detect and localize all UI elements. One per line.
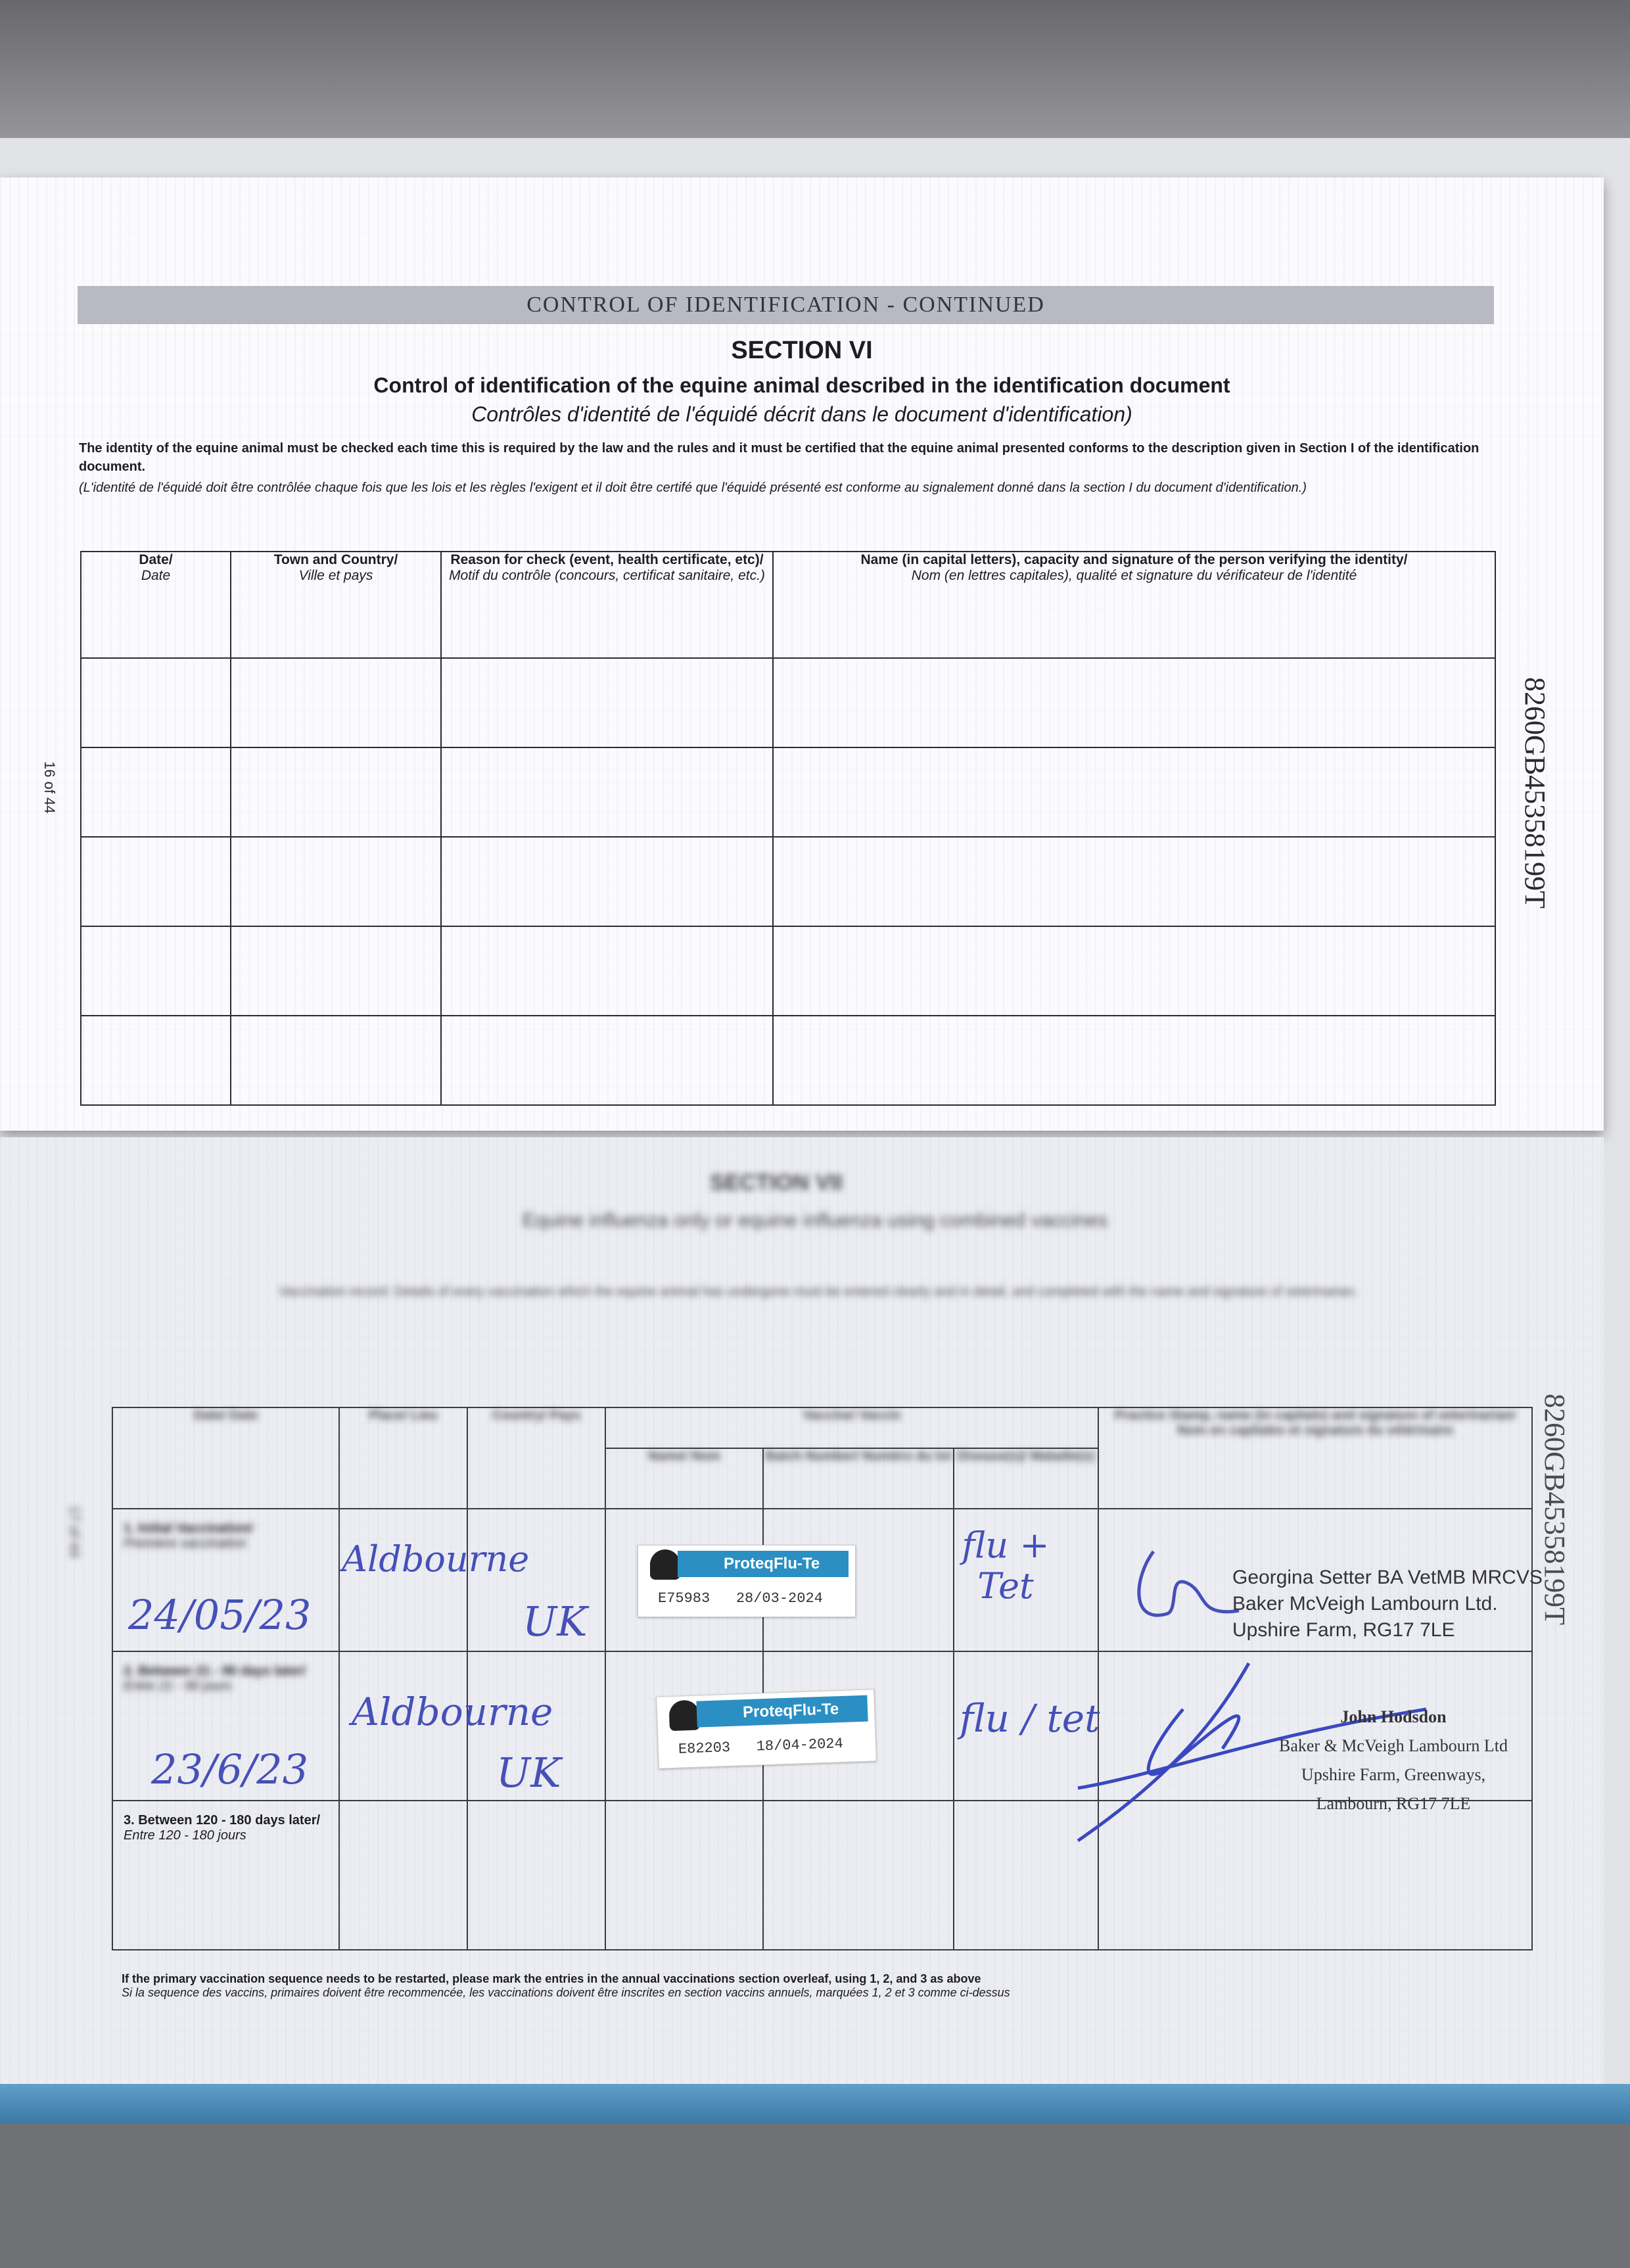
empty-cell[interactable] [231,926,441,1016]
vet-stamp-1 [1232,1565,1543,1643]
column-header-name: Name/ Nom [605,1448,763,1509]
intro-blurred: Vaccination record: Details of every vaccination which the equine animal has undergone must be entered clearly and in detail, and completed with the name and signature of veterinarian. [279,1285,1358,1299]
vaccine-sticker-2 [656,1689,877,1769]
subtitle-blurred: Equine influenza only or equine influenza using combined vaccines [522,1210,1108,1231]
row-label: 3. Between 120 - 180 days later/ Entre 120 - 180 jours [124,1813,321,1843]
country-cell[interactable] [467,1801,605,1950]
empty-cell[interactable] [81,837,231,926]
practice-address-2: Upshire Farm, Greenways, Lambourn, RG17 7LE [1301,1765,1486,1813]
scanner-background-top [0,0,1630,151]
handwritten-date-2: 23/6/23 [151,1745,309,1793]
column-header-batch: Batch Number/ Numéro du lot [763,1448,954,1509]
practice-address-1: Upshire Farm, RG17 7LE [1232,1619,1455,1641]
empty-cell[interactable] [231,747,441,837]
empty-cell[interactable] [231,837,441,926]
column-header-date: Date/ Date [112,1407,339,1509]
scanner-background-bottom [0,2123,1630,2268]
vaccination-header-row [112,1407,1532,1448]
subtitle-fr: Contrôles d'identité de l'équidé décrit dans le document d'identification) [471,402,1132,426]
column-header-vet: Practice Stamp, name (in capitals) and signature of veterinarian/ Nom en capitales et signature du vétérinaire [1098,1407,1532,1509]
table-row [81,837,1495,926]
table-row [81,926,1495,1016]
practice-name-1: Baker McVeigh Lambourn Ltd. [1232,1593,1498,1615]
table-row [81,658,1495,747]
handwritten-place-1: Aldbourne [342,1538,530,1580]
handwritten-place-2: Aldbourne [352,1689,553,1734]
section-title-blurred: SECTION VII [710,1170,843,1195]
footnote-en: If the primary vaccination sequence needs to be restarted, please mark the entries in the annual vaccinations section overleaf, using 1, 2, and 3 as above [122,1972,981,1985]
row-label-cell [112,1801,339,1950]
subtitle-en: Control of identification of the equine animal described in the identification document [373,373,1230,397]
intro-en: The identity of the equine animal must be checked each time this is required by the law and the rules and it must be certified that the equine animal presented conforms to the description given in Section I of the identification document. [79,441,1479,474]
empty-cell[interactable] [231,1016,441,1105]
footnote [122,1972,1010,2000]
vaccine-brand: ProteqFlu-Te [678,1551,849,1577]
column-header-reason: Reason for check (event, health certificate, etc)/ Motif du contrôle (concours, certificat sanitaire, etc.) [441,552,773,658]
place-cell[interactable] [339,1509,467,1651]
empty-cell[interactable] [441,837,773,926]
handwritten-date-1: 24/05/23 [128,1591,312,1639]
ueln-number-top: 8260GB45358199T [1519,677,1551,909]
empty-cell[interactable] [773,926,1495,1016]
row-label: 1. Initial Vaccination/ Premiere vaccination [124,1521,253,1551]
place-cell[interactable] [339,1801,467,1950]
section-title: SECTION VI [731,337,873,364]
vet-stamp-2 [1262,1703,1525,1818]
vaccine-batch-expiry: E82203 18/04-2024 [678,1735,844,1758]
practice-name-2: Baker & McVeigh Lambourn Ltd [1278,1736,1508,1755]
batch-cell[interactable] [763,1801,954,1950]
intro-fr: (L'identité de l'équidé doit être contrôlée chaque fois que les lois et les règles l'exigent et il doit être certifé que l'équidé présenté est conforme au signalement donné dans la section I du document d'identification.) [79,481,1307,495]
proteq-logo-icon [668,1700,700,1732]
empty-cell[interactable] [81,1016,231,1105]
table-header-row [81,552,1495,658]
vet-name-2: John Hodsdon [1340,1707,1447,1726]
handwritten-disease-1: flu + Tet [962,1524,1050,1607]
handwritten-disease-2: flu / tet [960,1696,1100,1741]
cover-edge [0,2084,1630,2123]
empty-cell[interactable] [231,658,441,747]
empty-cell[interactable] [441,1016,773,1105]
row-label: 2. Between 21 - 90 days later/ Entre 21 - 90 jours [124,1664,306,1693]
empty-cell[interactable] [773,837,1495,926]
empty-cell[interactable] [81,658,231,747]
vaccine-sticker-1 [638,1545,856,1617]
empty-cell[interactable] [773,1016,1495,1105]
column-header-date: Date/ Date [81,552,231,658]
footnote-fr: Si la sequence des vaccins, primaires doivent être recommencée, les vaccinations doivent être inscrites en section vaccins annuels, marquées 1, 2 et 3 comme ci-dessus [122,1986,1010,1999]
table-row [81,747,1495,837]
page-number-top: 16 of 44 [41,761,58,814]
empty-cell[interactable] [441,658,773,747]
handwritten-country-2: UK [496,1749,561,1797]
empty-cell[interactable] [773,747,1495,837]
page-number-bottom: 17 of 44 [66,1505,83,1558]
proteq-logo-icon [650,1549,680,1580]
empty-cell[interactable] [81,926,231,1016]
empty-cell[interactable] [441,747,773,837]
table-row [81,1016,1495,1105]
vet-signature-1 [1127,1538,1246,1630]
column-header-town: Town and Country/ Ville et pays [231,552,441,658]
handwritten-country-1: UK [523,1597,588,1645]
column-header-vaccine: Vaccine/ Vaccin [605,1407,1098,1448]
vet-name-1: Georgina Setter BA VetMB MRCVS [1232,1567,1543,1588]
empty-cell[interactable] [81,747,231,837]
ueln-number-bottom: 8260GB45358199T [1539,1394,1571,1625]
empty-cell[interactable] [773,658,1495,747]
column-header-verifier: Name (in capital letters), capacity and signature of the person verifying the identity/ Nom (en lettres capitales), qualité et signature du vérificateur de l'identité [773,552,1495,658]
section-banner: CONTROL OF IDENTIFICATION - CONTINUED [78,286,1494,324]
vaccine-name-cell[interactable] [605,1801,763,1950]
column-header-place: Place/ Lieu [339,1407,467,1509]
column-header-country: Country/ Pays [467,1407,605,1509]
vaccine-brand: ProteqFlu-Te [696,1695,868,1728]
vaccine-batch-expiry: E75983 28/03-2024 [658,1590,823,1607]
identity-check-table [80,551,1496,1106]
column-header-disease: Disease(s)/ Maladie(s) [954,1448,1098,1509]
empty-cell[interactable] [441,926,773,1016]
